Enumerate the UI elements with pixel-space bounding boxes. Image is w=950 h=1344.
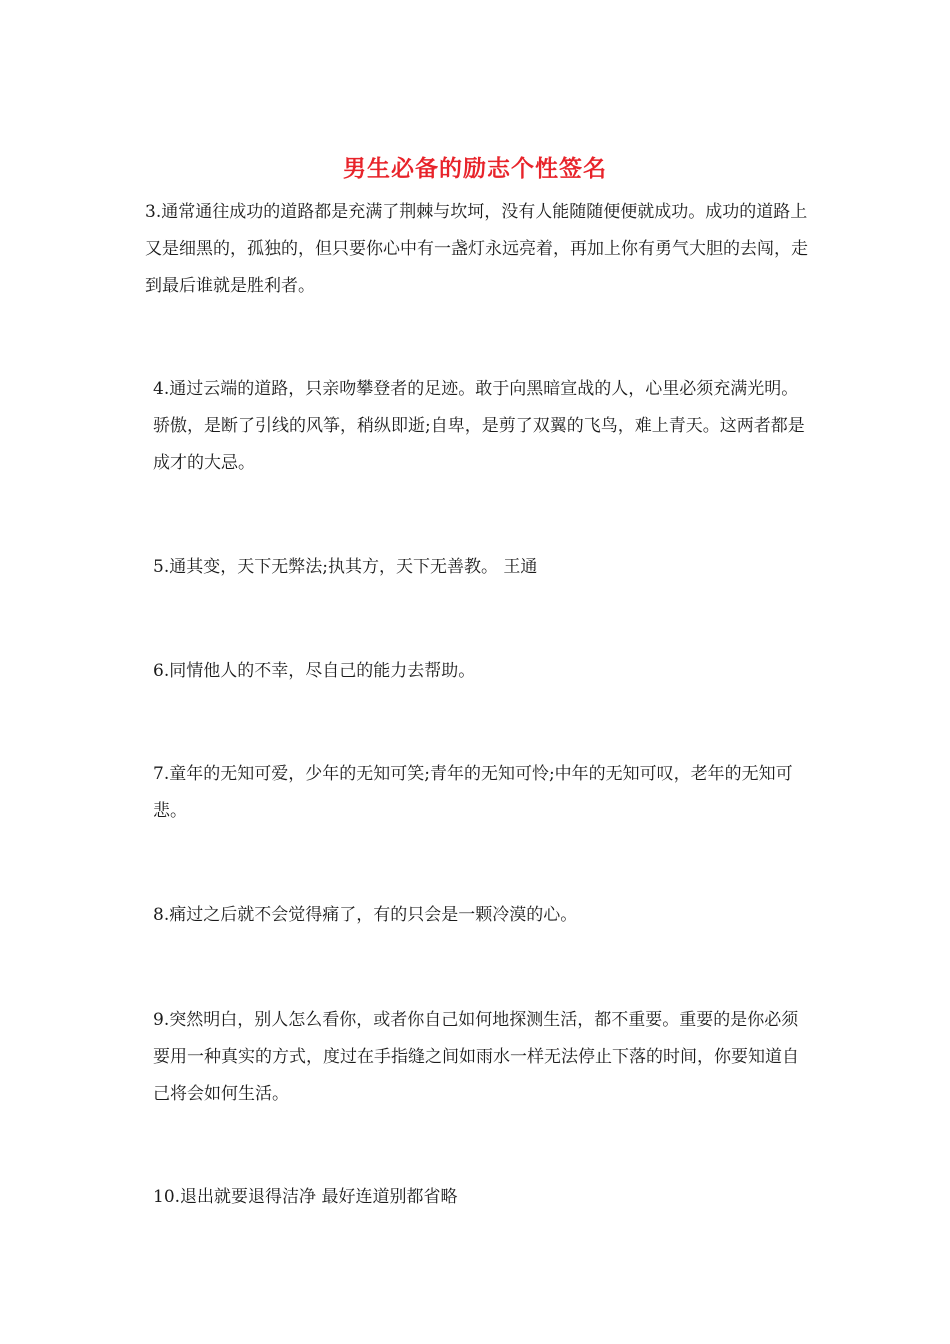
list-item: 6.同情他人的不幸，尽自己的能力去帮助。 — [153, 661, 476, 681]
page-title: 男生必备的励志个性签名 — [343, 155, 607, 182]
list-item: 9.突然明白，别人怎么看你，或者你自己如何地探测生活，都不重要。重要的是你必须要用一种真实的方式，度过在手指缝之间如雨水一样无法停止下落的时间，你要知道自己将会如何生活。 — [153, 1010, 799, 1104]
list-item: 3.通常通往成功的道路都是充满了荆棘与坎坷，没有人能随随便便就成功。成功的道路上又是细黑的，孤独的，但只要你心中有一盏灯永远亮着，再加上你有勇气大胆的去闯，走到最后谁就是胜利者。 — [145, 202, 808, 296]
list-item: 4.通过云端的道路，只亲吻攀登者的足迹。敢于向黑暗宣战的人，心里必须充满光明。骄傲，是断了引线的风筝，稍纵即逝;自卑，是剪了双翼的飞鸟，难上青天。这两者都是成才的大忌。 — [153, 379, 805, 473]
list-item: 8.痛过之后就不会觉得痛了，有的只会是一颗冷漠的心。 — [153, 905, 578, 925]
list-item: 7.童年的无知可爱，少年的无知可笑;青年的无知可怜;中年的无知可叹，老年的无知可悲。 — [153, 764, 793, 821]
list-item: 10.退出就要退得洁净 最好连道别都省略 — [153, 1187, 458, 1207]
list-item: 5.通其变，天下无弊法;执其方，天下无善教。 王通 — [153, 557, 538, 577]
